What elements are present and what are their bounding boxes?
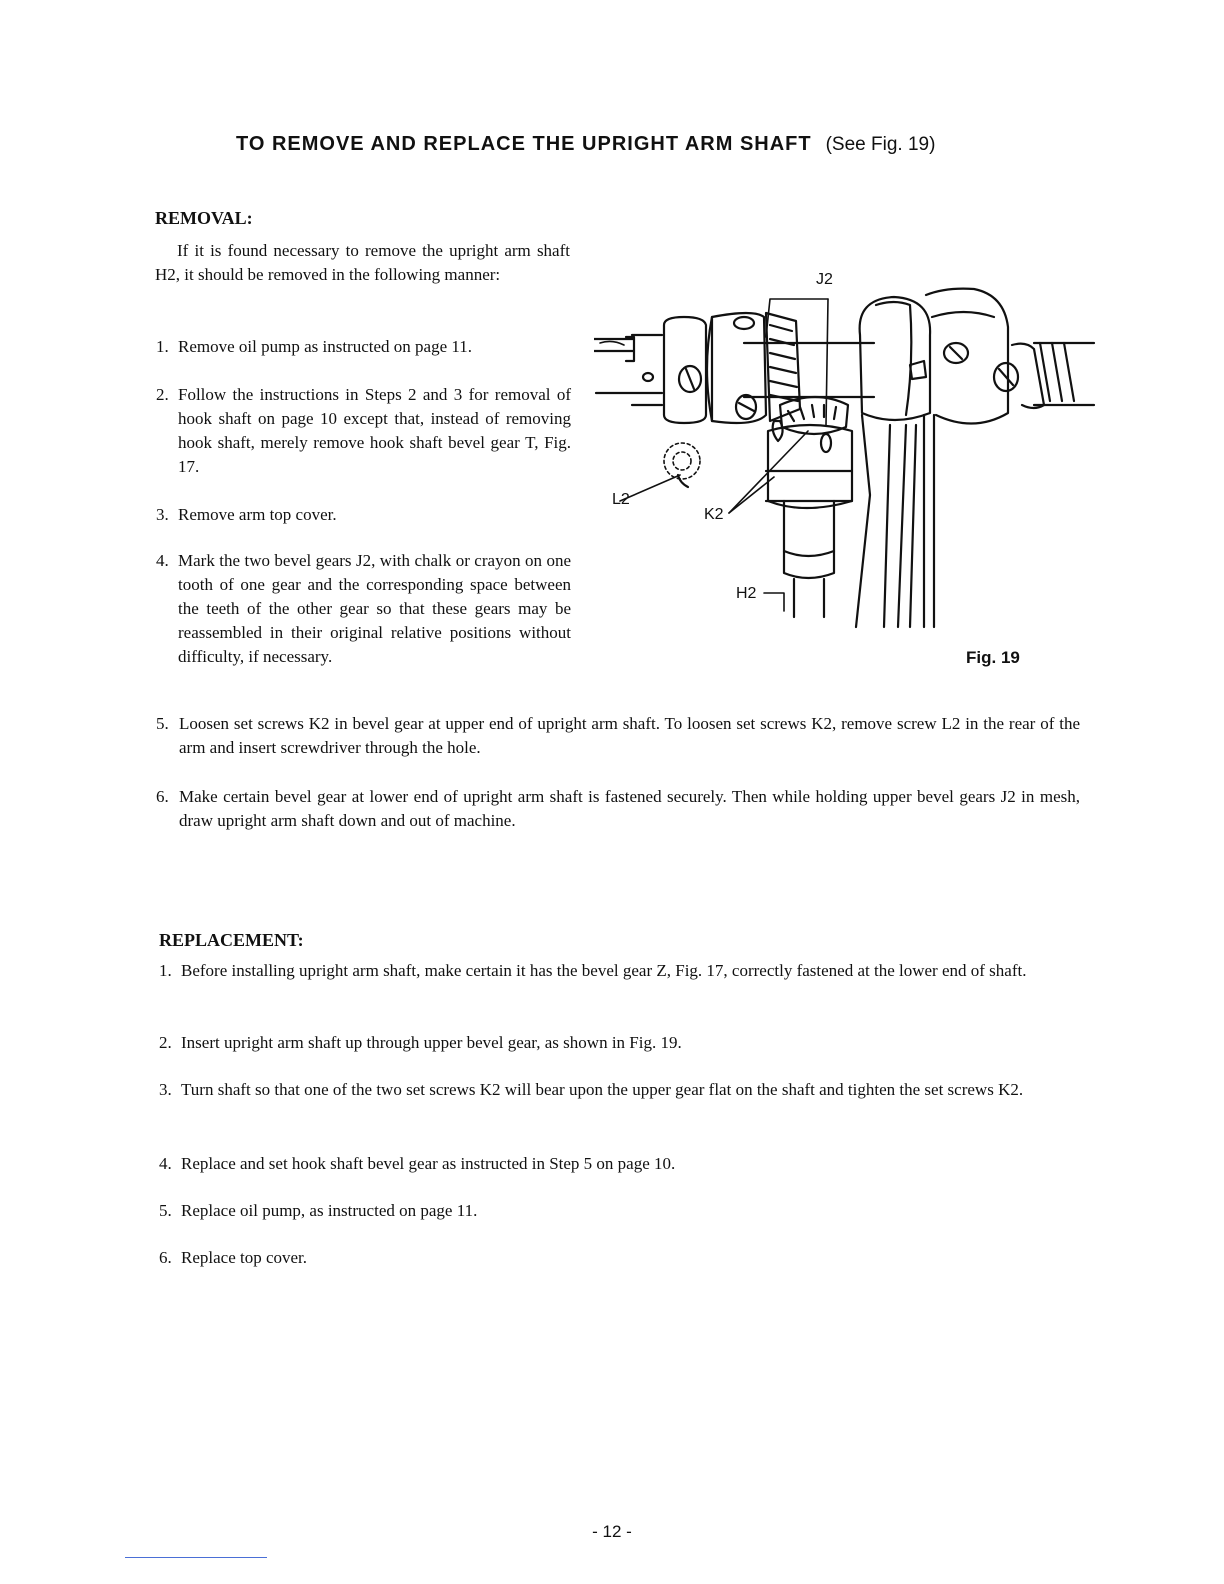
page-title: [236, 133, 935, 156]
step-number: 4.: [159, 1154, 172, 1173]
step-number: 5.: [156, 714, 169, 733]
step-number: 6.: [156, 787, 169, 806]
replacement-step-4: [159, 1152, 1081, 1176]
step-text: Loosen set screws K2 in bevel gear at upper end of upright arm shaft. To loosen set screws K2, remove screw L2 in the rear of the arm and insert screwdriver through the hole.: [179, 714, 1080, 757]
upright-shaft-drawing: [784, 501, 834, 617]
label-j2: J2: [816, 271, 833, 288]
replacement-step-6: [159, 1246, 1081, 1270]
replacement-step-3: [159, 1078, 1081, 1102]
arm-shaft-drawing: [594, 335, 1094, 405]
screw-l2-drawing: [664, 443, 700, 479]
step-text: Mark the two bevel gears J2, with chalk or crayon on one tooth of one gear and the corresponding space between the teeth of the other gear so that these gears may be reassembled in their original relative positions without difficulty, if necessary.: [178, 551, 571, 666]
threaded-end-drawing: [1012, 343, 1074, 408]
removal-step-4: [156, 549, 571, 669]
step-text: Replace oil pump, as instructed on page 11.: [181, 1201, 478, 1220]
connecting-rods-drawing: [856, 415, 934, 627]
removal-step-2: [156, 383, 571, 479]
step-number: 2.: [156, 385, 169, 404]
step-number: 3.: [156, 505, 169, 524]
step-text: Replace and set hook shaft bevel gear as instructed in Step 5 on page 10.: [181, 1154, 676, 1173]
step-number: 5.: [159, 1201, 172, 1220]
title-figure-ref: (See Fig. 19): [825, 134, 936, 155]
step-number: 2.: [159, 1033, 172, 1052]
removal-step-6: [156, 785, 1080, 833]
step-number: 6.: [159, 1248, 172, 1267]
title-main: TO REMOVE AND REPLACE THE UPRIGHT ARM SHAFT: [236, 133, 812, 155]
step-text: Insert upright arm shaft up through upper bevel gear, as shown in Fig. 19.: [181, 1033, 682, 1052]
step-text: Remove arm top cover.: [178, 505, 337, 524]
removal-step-5: [156, 712, 1080, 760]
label-k2: K2: [704, 506, 724, 523]
replacement-step-1: [159, 959, 1081, 983]
removal-heading: REMOVAL:: [155, 208, 253, 228]
replacement-step-2: [159, 1031, 1081, 1055]
replacement-heading: REPLACEMENT:: [159, 930, 304, 950]
left-hub-drawing: [707, 313, 766, 423]
step-text: Turn shaft so that one of the two set screws K2 will bear upon the upper gear flat on the shaft and tighten the set screws K2.: [181, 1080, 1024, 1099]
figure-19: [594, 265, 1098, 675]
label-h2: H2: [736, 585, 757, 602]
removal-step-1: [156, 335, 571, 359]
step-number: 1.: [159, 961, 172, 980]
label-l2: L2: [612, 491, 630, 508]
removal-step-3: [156, 503, 571, 527]
mechanism-illustration: [594, 265, 1098, 675]
step-text: Replace top cover.: [181, 1248, 308, 1267]
left-collar-drawing: [664, 317, 706, 423]
replacement-step-5: [159, 1199, 1081, 1223]
screw-l2-tip-drawing: [678, 475, 688, 487]
step-number: 4.: [156, 551, 169, 570]
right-collar-drawing: [860, 289, 1018, 424]
step-text: Make certain bevel gear at lower end of upright arm shaft is fastened securely. Then while holding upper bevel gears J2 in mesh, draw upright arm shaft down and out of machine.: [179, 787, 1080, 830]
step-number: 1.: [156, 337, 169, 356]
removal-intro: If it is found necessary to remove the upright arm shaft H2, it should be removed in the following manner:: [155, 241, 570, 284]
step-text: Follow the instructions in Steps 2 and 3 for removal of hook shaft on page 10 except that, instead of removing hook shaft, merely remove hook shaft bevel gear T, Fig. 17.: [178, 385, 571, 476]
step-text: Remove oil pump as instructed on page 11.: [178, 337, 472, 356]
step-text: Before installing upright arm shaft, make certain it has the bevel gear Z, Fig. 17, correctly fastened at the lower end of shaft.: [181, 961, 1027, 980]
figure-caption: Fig. 19: [966, 648, 1020, 667]
footer-rule: [125, 1557, 267, 1558]
page-number: - 12 -: [592, 1522, 632, 1541]
step-number: 3.: [159, 1080, 172, 1099]
